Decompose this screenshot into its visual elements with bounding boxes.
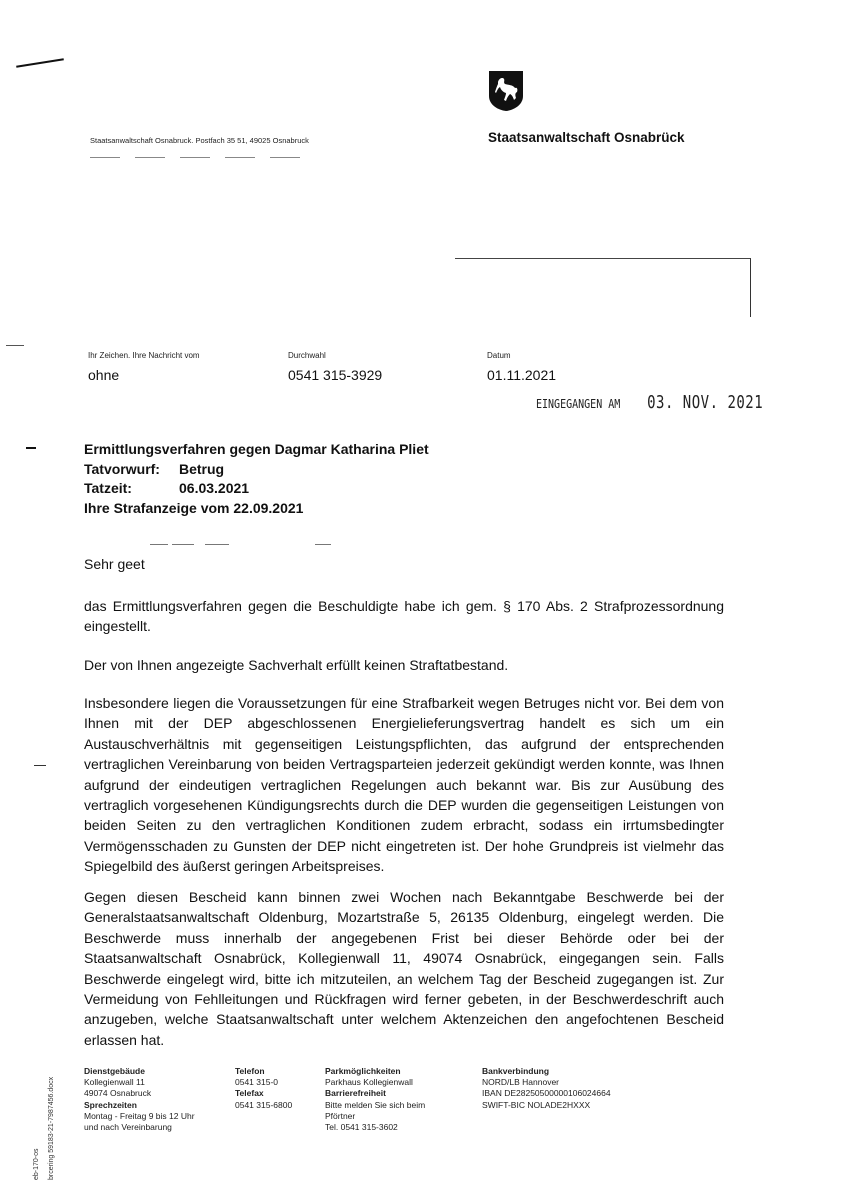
phone-value: 0541 315-0 [235, 1077, 279, 1088]
body-paragraph: Gegen diesen Bescheid kann binnen zwei Wochen nach Bekanntgabe Beschwerde bei der Generalstaatsanwaltschaft Oldenburg, Mozartstraße 5, 26135 Oldenburg, eingelegt werden. Die Beschwerde muss innerhalb der angegebenen Frist bei dieser Behörde oder bei der Staatsanwaltschaft Osnabrück, Kollegienwall 11, 49074 Osnabrück, eingegangen sein. Falls Beschwerde eingelegt wird, bitte ich mitzuteilen, an welchem Tag der Bescheid zugegangen ist. Zur Vermeidung von Fehlleitungen und Rückfragen wird ferner gebeten, in der Beschwerdeschrift auch anzugeben, welche Staatsanwaltschaft unter welchem Aktenzeichen den angefochtenen Bescheid erlassen hat. [84, 889, 724, 1048]
fold-mark [26, 447, 36, 449]
footer-bank [482, 1066, 611, 1111]
subject-title: Ermittlungsverfahren gegen Dagmar Katharina Pliet [84, 441, 429, 457]
redaction-dash [172, 544, 194, 545]
address-window-bracket [455, 258, 751, 317]
redaction-dash [150, 544, 168, 545]
return-address-rule [90, 157, 300, 158]
offence-date-row [84, 479, 429, 499]
offence-date-label: Tatzeit: [84, 480, 132, 496]
building-city: 49074 Osnabruck [84, 1088, 152, 1099]
authority-name: Staatsanwaltschaft Osnabrück [488, 130, 685, 145]
parking-heading: Parkmöglichkeiten [325, 1066, 401, 1076]
body-paragraph: Insbesondere liegen die Voraussetzungen für eine Strafbarkeit wegen Betruges nicht vor. Bei dem von Ihnen mit der DEP abgeschlossenen Energielieferungsvertrag handelt es sich um ein Austauschverhältnis mit gegenseitigen Leistungspflichten, das aufgrund der entsprechenden vertraglichen Vereinbarung von beiden Vertragsparteien jederzeit gekündigt werden konnte, was Ihnen aufgrund der eindeutigen vertraglichen Regelungen auch bekannt war. Bis zur Ausübung des vertraglich vorgesehenen Kündigungsrechts durch die DEP wurden die gegenseitigen Leistungen von beiden Seiten zu den vertraglichen Konditionen zudem erbracht, sodass ein irrtumsbedingter Vermögensschaden zu Gunsten der DEP nicht eingetreten ist. Der hohe Grundpreis ist vielmehr das Spiegelbild des äußerst geringen Arbeitspreises. [84, 695, 724, 875]
file-reference: brcering 59183-21-7987456.docx [48, 1076, 55, 1180]
pen-stroke-mark [16, 58, 64, 67]
subject-block [84, 440, 429, 518]
bank-name: NORD/LB Hannover [482, 1077, 560, 1088]
accessibility-line: Bitte melden Sie sich beim [325, 1099, 426, 1110]
lower-saxony-horse-crest-icon [488, 70, 524, 112]
body-paragraph: Der von Ihnen angezeigte Sachverhalt erfüllt keinen Straftatbestand. [84, 657, 509, 673]
parking-value: Parkhaus Kollegienwall [325, 1077, 413, 1088]
bank-bic: SWIFT-BIC NOLADE2HXXX [482, 1099, 591, 1110]
fold-mark [6, 345, 24, 346]
hours-line: und nach Vereinbarung [84, 1122, 172, 1133]
bank-heading: Bankverbindung [482, 1066, 550, 1076]
redaction-dash [315, 544, 331, 545]
your-reference-label: Ihr Zeichen. Ihre Nachricht vom [88, 351, 200, 360]
received-stamp-label: EINGEGANGEN AM [536, 398, 621, 412]
form-code: eb-170-os [33, 1148, 40, 1180]
phone-heading: Telefon [235, 1066, 265, 1076]
body-paragraph: das Ermittlungsverfahren gegen die Beschuldigte habe ich gem. § 170 Abs. 2 Strafprozessordnung eingestellt. [84, 598, 724, 635]
punch-mark [34, 765, 46, 766]
bank-iban: IBAN DE28250500000106024664 [482, 1088, 611, 1099]
complaint-reference: Ihre Strafanzeige vom 22.09.2021 [84, 499, 304, 516]
building-heading: Dienstgebäude [84, 1066, 145, 1076]
hours-heading: Sprechzeiten [84, 1099, 137, 1110]
redaction-dash [205, 544, 229, 545]
fax-heading: Telefax [235, 1088, 264, 1099]
hours-line: Montag - Freitag 9 bis 12 Uhr [84, 1110, 195, 1121]
salutation: Sehr geet [84, 556, 145, 572]
date-value: 01.11.2021 [487, 367, 557, 383]
charge-row [84, 460, 429, 480]
return-address: Staatsanwaltschaft Osnabruck. Postfach 35 51, 49025 Osnabruck [90, 136, 309, 145]
footer-phone [235, 1066, 292, 1111]
accessibility-line: Pförtner [325, 1110, 356, 1121]
extension-value: 0541 315-3929 [288, 367, 383, 383]
accessibility-phone: Tel. 0541 315-3602 [325, 1122, 398, 1133]
charge-value: Betrug [179, 460, 225, 477]
date-label: Datum [487, 351, 511, 360]
offence-date-value: 06.03.2021 [179, 480, 250, 496]
footer-parking [325, 1066, 425, 1133]
received-stamp-date: 03. NOV. 2021 [647, 393, 764, 413]
received-stamp [536, 393, 763, 413]
your-reference-value: ohne [88, 367, 120, 383]
extension-label: Durchwahl [288, 351, 326, 360]
footer-building [84, 1066, 195, 1133]
charge-label: Tatvorwurf: [84, 460, 160, 477]
building-street: Kollegienwall 11 [84, 1077, 145, 1088]
fax-value: 0541 315-6800 [235, 1099, 293, 1110]
accessibility-heading: Barrierefreiheit [325, 1088, 386, 1099]
